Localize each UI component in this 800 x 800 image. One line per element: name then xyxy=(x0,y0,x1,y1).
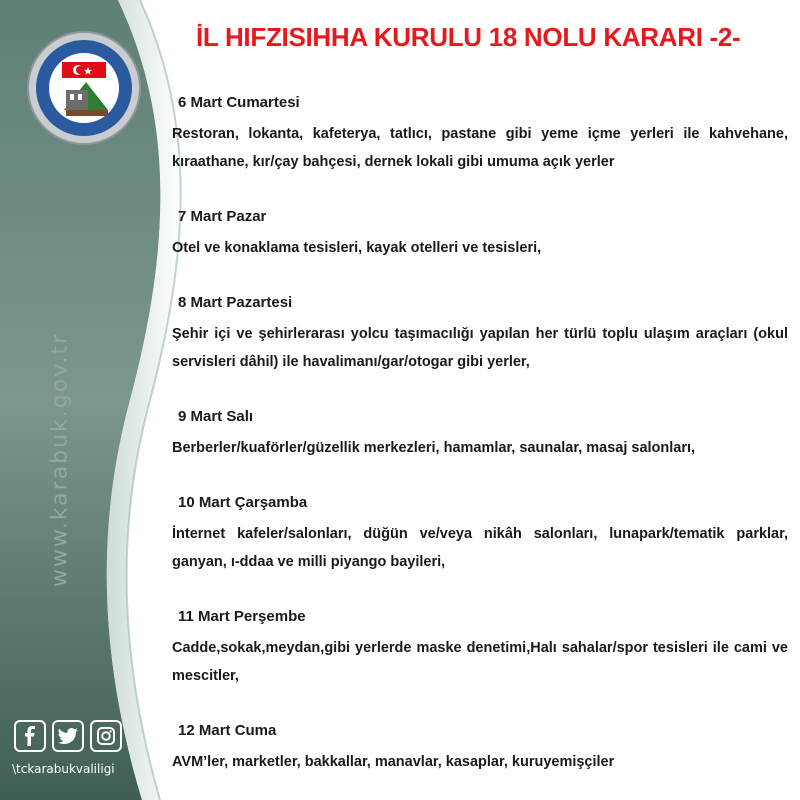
day-heading: 6 Mart Cumartesi xyxy=(178,94,300,111)
day-heading: 11 Mart Perşembe xyxy=(178,608,306,625)
day-heading: 12 Mart Cuma xyxy=(178,722,277,739)
day-description: Otel ve konaklama tesisleri, kayak otelleri ve tesisleri, xyxy=(172,240,542,256)
day-description: İnternet kafeler/salonları, düğün ve/veya nikâh salonları, lunapark/tematik parklar, ganyan, ı-ddaa ve milli piyango bayileri, xyxy=(172,526,788,570)
list-item xyxy=(172,492,788,576)
website-url: www.karabuk.gov.tr xyxy=(47,332,73,588)
day-heading: 7 Mart Pazar xyxy=(178,208,267,225)
day-description: Cadde,sokak,meydan,gibi yerlerde maske denetimi,Halı sahalar/spor tesisleri ile cami ve mescitler, xyxy=(172,640,788,684)
list-item xyxy=(172,720,788,776)
list-item xyxy=(172,206,788,262)
day-description: Restoran, lokanta, kafeterya, tatlıcı, pastane gibi yeme içme yerleri ile kahvehane, kıraathane, kır/çay bahçesi, dernek lokali gibi umuma açık yerler xyxy=(172,126,788,170)
karabuk-valiligi-logo xyxy=(26,30,142,146)
social-links xyxy=(14,720,122,752)
social-handle: \tckarabukvaliligi xyxy=(12,762,115,776)
list-item xyxy=(172,406,788,462)
decision-list xyxy=(172,92,788,800)
list-item xyxy=(172,606,788,690)
day-heading: 10 Mart Çarşamba xyxy=(178,494,308,511)
twitter-icon[interactable] xyxy=(52,720,84,752)
day-description: Berberler/kuaförler/güzellik merkezleri, hamamlar, saunalar, masaj salonları, xyxy=(172,440,696,456)
day-heading: 8 Mart Pazartesi xyxy=(178,294,293,311)
page-title: İL HIFZISIHHA KURULU 18 NOLU KARARI -2- xyxy=(196,22,741,52)
instagram-icon[interactable] xyxy=(90,720,122,752)
list-item xyxy=(172,292,788,376)
day-description: Şehir içi ve şehirlerarası yolcu taşımacılığı yapılan her türlü toplu ulaşım araçları (okul servisleri dâhil) ile havalimanı/gar/otogar gibi yerler, xyxy=(172,326,788,370)
day-description: AVM’ler, marketler, bakkallar, manavlar, kasaplar, kuruyemişçiler xyxy=(172,754,615,770)
facebook-icon[interactable] xyxy=(14,720,46,752)
list-item xyxy=(172,92,788,176)
day-heading: 9 Mart Salı xyxy=(178,408,254,425)
